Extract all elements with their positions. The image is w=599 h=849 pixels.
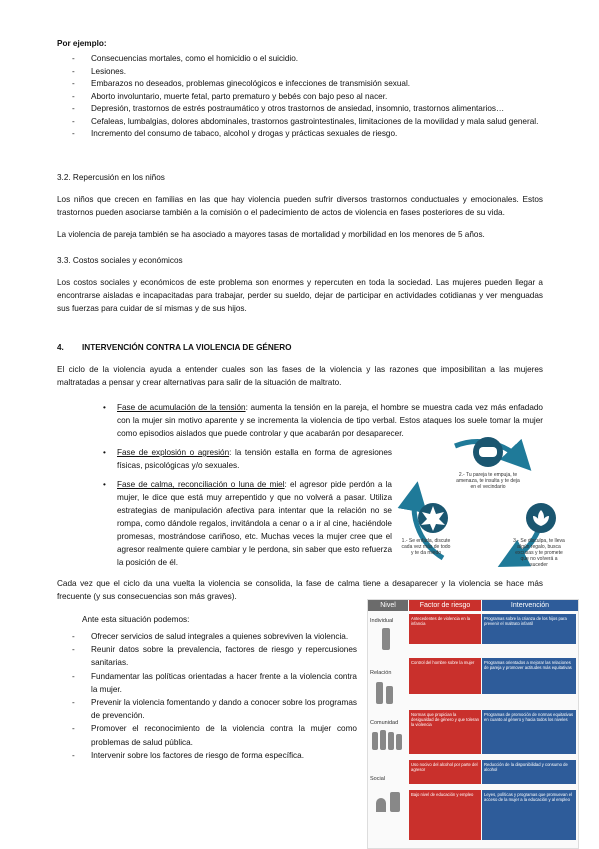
list-item: - Lesiones. — [72, 66, 542, 79]
person-icon — [382, 628, 390, 650]
cycle-label-1: 1.- Se enfada, discute cada vez más de todo y te da miedo — [401, 538, 451, 556]
cycle-label-3: 3.- Se disculpa, te lleva algún regalo, busca excusas y te promete que no volverá a suceder — [513, 538, 565, 568]
phase-title: Fase de acumulación de la tensión — [117, 403, 246, 412]
phase-explosion — [103, 446, 392, 472]
intervention-cell: Leyes, políticas y programas que promuevan el acceso de la mujer a la educación y al empleo — [482, 790, 576, 840]
person-icon — [386, 686, 393, 704]
section-4-number: 4. — [57, 343, 64, 352]
header-level: Nivel — [368, 600, 408, 611]
intervention-cell: Programas sobre la crianza de los hijos para prevenir el maltrato infantil — [482, 614, 576, 644]
list-item: - Cefaleas, lumbalgias, dolores abdominales, trastornos gastrointestinales, limitaciones de la movilidad y mala salud general. — [72, 116, 542, 129]
phase-title: Fase de calma, reconciliación o luna de miel — [117, 480, 285, 489]
section-3-2-heading: 3.2. Repercusión en los niños — [57, 173, 165, 182]
section-3-2-paragraph-1: Los niños que crecen en familias en las que hay violencia pueden sufrir diversos trastornos conductuales y emocionales. Estos trastornos pueden asociarse también a la comisión o el padecimiento de actos de violencia en fases posteriores de su vida. — [57, 195, 543, 217]
list-item: - Incremento del consumo de tabaco, alcohol y drogas y prácticas sexuales de riesgo. — [72, 128, 542, 141]
list-item: - Reunir datos sobre la prevalencia, factores de riesgo y repercusiones sanitarias. — [72, 643, 357, 669]
risk-cell: Control del hombre sobre la mujer — [409, 658, 481, 694]
risk-cell: Normas que propician la desigualdad de género y que toleran la violencia — [409, 710, 481, 754]
intervention-cell: Programas de promoción de normas equitativas en cuanto al género y hacia todos los niveles — [482, 710, 576, 754]
phase-text: : la tensión estalla en forma de agresiones físicas, psicológicas y/o sexuales. — [117, 448, 392, 470]
phase-title: Fase de explosión o agresión — [117, 448, 230, 457]
list-item: - Embarazos no deseados, problemas ginecológicos e infecciones de transmisión sexual. — [72, 78, 542, 91]
header-risk: Factor de riesgo — [409, 600, 481, 611]
list-item: - Intervenir sobre los factores de riesgo de forma específica. — [72, 749, 357, 762]
phase-text: : aumenta la tensión en la pareja, el hombre se muestra cada vez más enfadado con la mujer sin motivo aparente y se incrementa la violencia de tipo verbal. Estos ataques los suele tomar la mujer como episodios aislados que puede controlar y que acabarán por desaparecer. — [117, 403, 543, 438]
section-3-2-paragraph-2: La violencia de pareja también se ha asociado a mayores tasas de mortalidad y morbilidad en los menores de 5 años. — [57, 230, 485, 239]
list-item: - Fundamentar las políticas orientadas a hacer frente a la violencia contra la mujer. — [72, 670, 357, 696]
list-item: - Prevenir la violencia fomentando y dando a conocer sobre los programas de prevención. — [72, 696, 357, 722]
person-icon — [372, 732, 378, 750]
level-label: Relación — [370, 670, 392, 676]
person-icon — [376, 682, 383, 704]
list-item: - Consecuencias mortales, como el homicidio o el suicidio. — [72, 53, 542, 66]
risk-intervention-table — [367, 599, 579, 849]
cycle-label-2: 2.- Tu pareja te empuja, te amenaza, te insulta y te deja en el vecindario — [456, 472, 520, 490]
building-icon — [390, 792, 400, 812]
building-icon — [376, 798, 386, 812]
violence-cycle-diagram — [393, 428, 565, 576]
phase-text: : el agresor pide perdón a la mujer, le dice que está muy arrepentido y que no volverá a pasar. Utiliza estrategias de manipulación afectiva para intentar que la relación no se rompa, como dándole regalos, invitándola a cenar o a ir al cine, haciéndole promesas, mostrándose cariñoso, etc. Muchas veces la mujer cree que el agresor realmente quiere cambiar y le perdona, sin saber que esto refuerza la posición de él. — [117, 480, 392, 567]
risk-cell: Bajo nivel de educación y empleo — [409, 790, 481, 840]
section-3-3-heading: 3.3. Costos sociales y económicos — [57, 256, 183, 265]
person-icon — [388, 732, 394, 750]
section-3-3-paragraph: Los costos sociales y económicos de este problema son enormes y repercuten en toda la sociedad. Las mujeres pueden llegar a encontrarse aisladas e incapacitadas para trabajar, perder su sueldo, dejar de participar en actividades cotidianas y ver menguadas sus fuerzas para cuidar de sí mismas y de sus hijos. — [57, 278, 543, 313]
intervention-cell: Reducción de la disponibilidad y consumo de alcohol — [482, 760, 576, 784]
intervention-cell: Programas orientados a mejorar las relaciones de pareja y promover actitudes más equitativas — [482, 658, 576, 694]
examples-list — [72, 53, 542, 141]
level-label: Comunidad — [370, 720, 399, 726]
phase-calm — [103, 478, 392, 569]
header-intervention: Intervención — [482, 600, 578, 611]
risk-cell: Uso nocivo del alcohol por parte del agresor — [409, 760, 481, 784]
list-item: - Ofrecer servicios de salud integrales a quienes sobreviven la violencia. — [72, 630, 357, 643]
section-4-paragraph-1: El ciclo de la violencia ayuda a entender cuales son las fases de la violencia y las razones que imposibilitan a las mujeres maltratadas a pensar y crear alternativas para salir de la situación de maltrato. — [57, 365, 543, 387]
list-item: - Aborto involuntario, muerte fetal, parto prematuro y bebés con bajo peso al nacer. — [72, 91, 542, 104]
section-4-paragraph-2: Cada vez que el ciclo da una vuelta la violencia se consolida, la fase de calma tiene a desaparecer y la violencia se hace más frecuente (y sus consecuencias son más graves). — [57, 579, 543, 601]
list-item: - Depresión, trastornos de estrés postraumático y otros trastornos de ansiedad, insomnio, trastornos alimentarios… — [72, 103, 542, 116]
fist-icon-shape — [479, 447, 497, 457]
risk-cell: Antecedentes de violencia en la infancia — [409, 614, 481, 644]
list-item: - Promover el reconocimiento de la violencia contra la mujer como problemas de salud pública. — [72, 722, 357, 748]
person-icon — [380, 730, 386, 750]
level-label: Social — [370, 776, 385, 782]
examples-label: Por ejemplo: — [57, 39, 107, 48]
actions-list — [72, 630, 357, 762]
section-4-heading: INTERVENCIÓN CONTRA LA VIOLENCIA DE GÉNERO — [82, 343, 292, 352]
level-label: Individual — [370, 618, 394, 624]
person-icon — [396, 734, 402, 750]
actions-label: Ante esta situación podemos: — [82, 615, 190, 624]
